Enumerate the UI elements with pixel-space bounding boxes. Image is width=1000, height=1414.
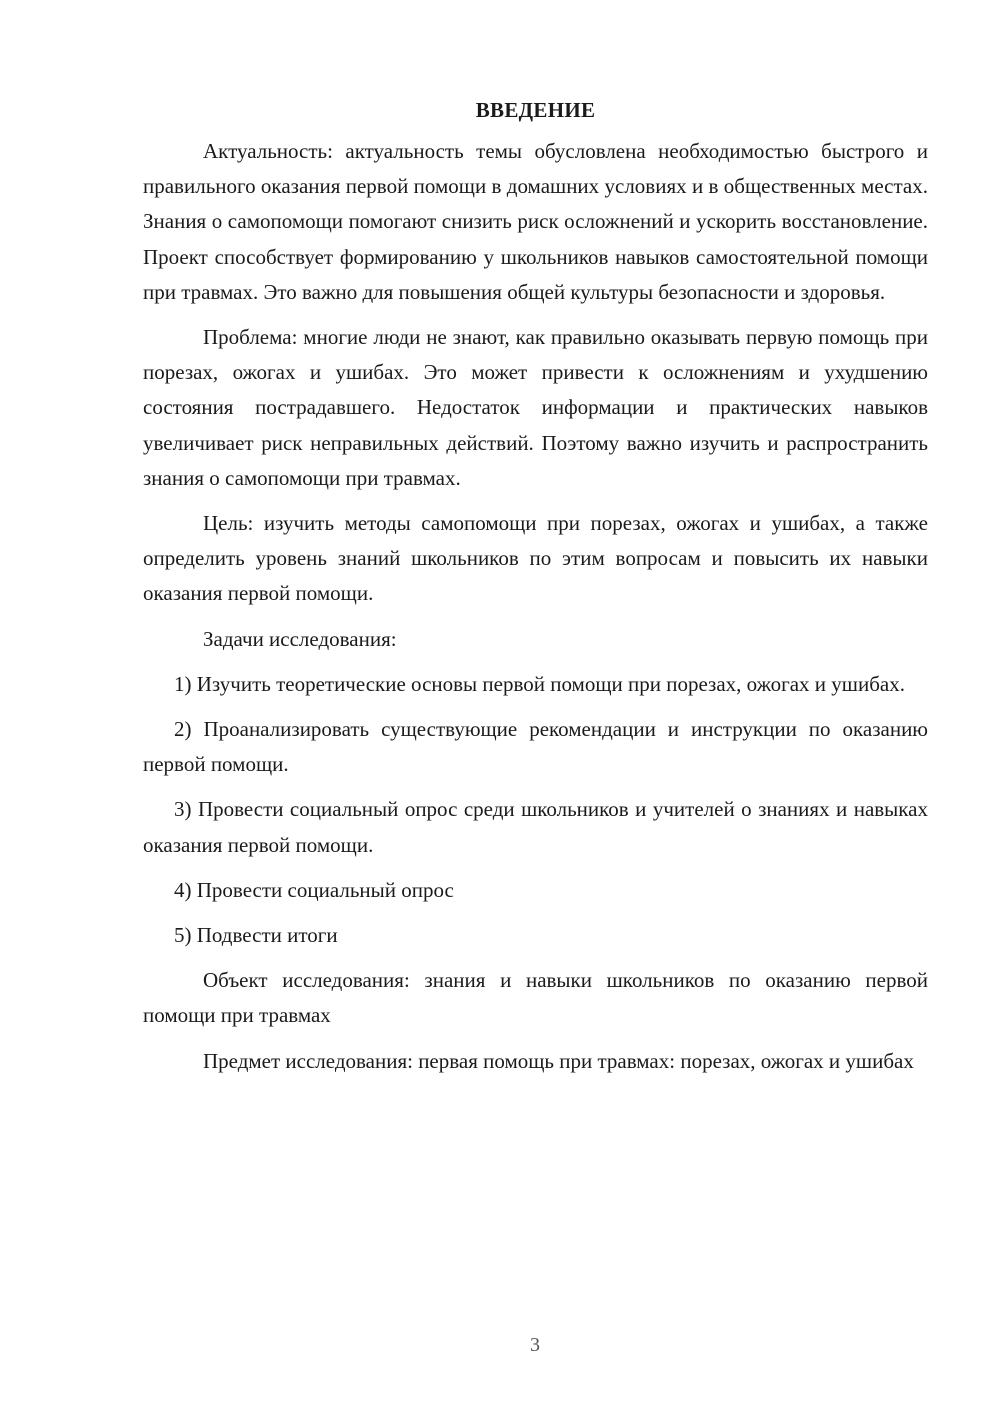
subject-paragraph: Предмет исследования: первая помощь при травмах: порезах, ожогах и ушибах	[203, 1048, 914, 1073]
tasks-heading: Задачи исследования:	[203, 626, 397, 651]
goal-paragraph: Цель: изучить методы самопомощи при порезах, ожогах и ушибах, а также определить уровень знаний школьников по этим вопросам и повысить их навыки оказания первой помощи.	[143, 511, 928, 606]
object-paragraph: Объект исследования: знания и навыки школьников по оказанию первой помощи при травмах	[143, 968, 928, 1028]
task-item-4: 4) Провести социальный опрос	[174, 877, 454, 902]
task-item-3: 3) Провести социальный опрос среди школьников и учителей о знаниях и навыках оказания первой помощи.	[143, 797, 928, 857]
task-item-5: 5) Подвести итоги	[174, 923, 338, 948]
page-number: 3	[530, 1334, 540, 1356]
relevance-paragraph: Актуальность: актуальность темы обусловлена необходимостью быстрого и правильного оказания первой помощи в домашних условиях и в общественных местах. Знания о самопомощи помогают снизить риск осложнений и ускорить восстановление. Проект способствует формированию у школьников навыков самостоятельной помощи при травмах. Это важно для повышения общей культуры безопасности и здоровья.	[143, 139, 928, 304]
page-title: ВВЕДЕНИЕ	[475, 98, 596, 122]
problem-paragraph: Проблема: многие люди не знают, как правильно оказывать первую помощь при порезах, ожогах и ушибах. Это может привести к осложнениям и ухудшению состояния пострадавшего. Недостаток информации и практических навыков увеличивает риск неправильных действий. Поэтому важно изучить и распространить знания о самопомощи при травмах.	[143, 325, 928, 490]
task-item-1: 1) Изучить теоретические основы первой помощи при порезах, ожогах и ушибах.	[174, 671, 905, 696]
task-item-2: 2) Проанализировать существующие рекомендации и инструкции по оказанию первой помощи.	[143, 717, 928, 777]
document-page	[143, 96, 928, 1089]
